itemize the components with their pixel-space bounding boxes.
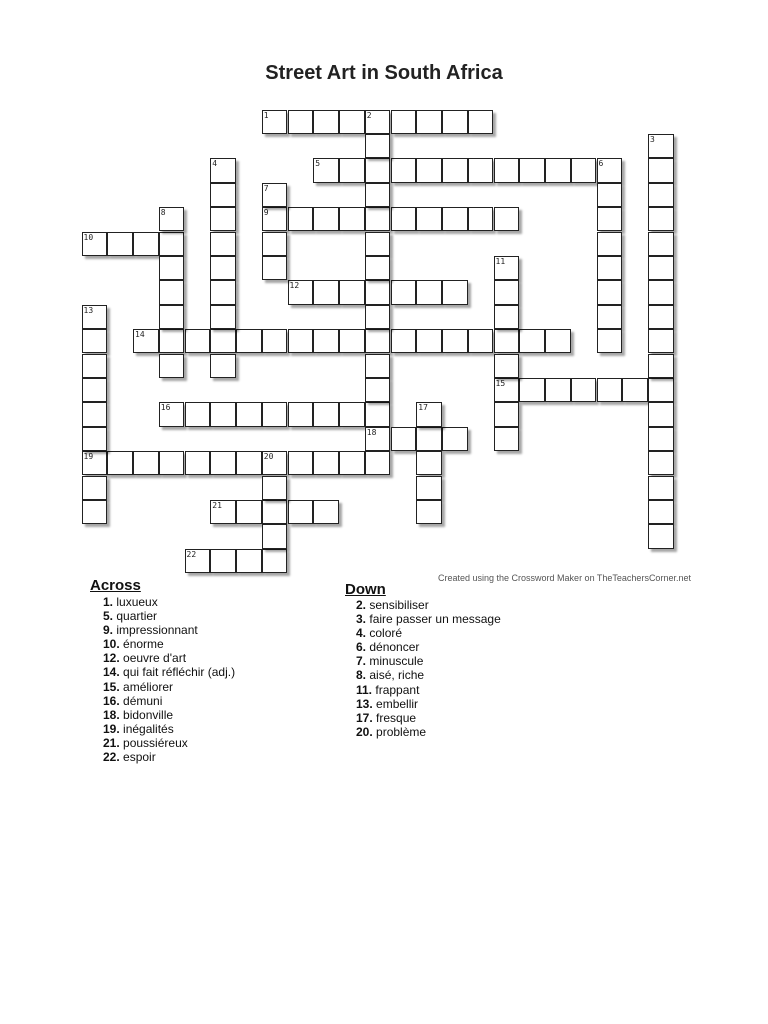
grid-cell[interactable] bbox=[391, 110, 417, 134]
grid-cell[interactable] bbox=[648, 427, 674, 451]
grid-cell[interactable] bbox=[133, 451, 159, 475]
grid-cell[interactable] bbox=[210, 158, 236, 182]
grid-cell[interactable] bbox=[365, 402, 391, 426]
grid-cell[interactable] bbox=[365, 134, 391, 158]
grid-cell[interactable] bbox=[313, 280, 339, 304]
clue-number: 19 bbox=[83, 452, 94, 462]
grid-cell[interactable] bbox=[210, 500, 236, 524]
grid-cell[interactable] bbox=[648, 402, 674, 426]
grid-cell[interactable] bbox=[416, 280, 442, 304]
grid-cell[interactable] bbox=[365, 280, 391, 304]
grid-cell[interactable] bbox=[210, 207, 236, 231]
across-clue: 12. oeuvre d'art bbox=[103, 651, 187, 666]
grid-cell[interactable] bbox=[313, 500, 339, 524]
grid-cell[interactable] bbox=[442, 427, 468, 451]
grid-cell[interactable] bbox=[494, 158, 520, 182]
across-clue: 10. énorme bbox=[103, 637, 164, 652]
down-clue: 13. embellir bbox=[356, 696, 419, 711]
grid-cell[interactable] bbox=[288, 329, 314, 353]
grid-cell[interactable] bbox=[365, 232, 391, 256]
grid-cell[interactable] bbox=[416, 402, 442, 426]
grid-cell[interactable] bbox=[82, 329, 108, 353]
grid-cell[interactable] bbox=[210, 183, 236, 207]
grid-cell[interactable] bbox=[519, 329, 545, 353]
grid-cell[interactable] bbox=[648, 207, 674, 231]
grid-cell[interactable] bbox=[648, 451, 674, 475]
grid-cell[interactable] bbox=[82, 476, 108, 500]
grid-cell[interactable] bbox=[210, 329, 236, 353]
grid-cell[interactable] bbox=[185, 329, 211, 353]
down-clue-list bbox=[356, 598, 501, 739]
grid-cell[interactable] bbox=[133, 232, 159, 256]
grid-cell[interactable] bbox=[262, 110, 288, 134]
grid-cell[interactable] bbox=[648, 476, 674, 500]
down-clue: 6. dénoncer bbox=[356, 640, 420, 655]
grid-cell[interactable] bbox=[262, 524, 288, 548]
grid-cell[interactable] bbox=[494, 280, 520, 304]
grid-cell[interactable] bbox=[210, 354, 236, 378]
grid-cell[interactable] bbox=[107, 451, 133, 475]
grid-cell[interactable] bbox=[82, 451, 108, 475]
across-clue-list bbox=[103, 595, 235, 764]
grid-cell[interactable] bbox=[365, 329, 391, 353]
across-clue: 19. inégalités bbox=[103, 721, 174, 736]
grid-cell[interactable] bbox=[236, 402, 262, 426]
clue-number: 10 bbox=[83, 232, 94, 242]
grid-cell[interactable] bbox=[365, 110, 391, 134]
grid-cell[interactable] bbox=[210, 280, 236, 304]
grid-cell[interactable] bbox=[597, 232, 623, 256]
grid-cell[interactable] bbox=[107, 232, 133, 256]
across-clue: 15. améliorer bbox=[103, 679, 174, 694]
grid-cell[interactable] bbox=[210, 256, 236, 280]
grid-cell[interactable] bbox=[236, 451, 262, 475]
grid-cell[interactable] bbox=[210, 451, 236, 475]
clue-number: 18 bbox=[366, 427, 377, 437]
grid-cell[interactable] bbox=[210, 549, 236, 573]
clue-number: 4 bbox=[212, 159, 218, 169]
grid-cell[interactable] bbox=[648, 134, 674, 158]
grid-cell[interactable] bbox=[597, 280, 623, 304]
clue-number: 15 bbox=[495, 378, 506, 388]
grid-cell[interactable] bbox=[159, 402, 185, 426]
grid-cell[interactable] bbox=[648, 354, 674, 378]
grid-cell[interactable] bbox=[442, 207, 468, 231]
grid-cell[interactable] bbox=[494, 402, 520, 426]
grid-cell[interactable] bbox=[597, 158, 623, 182]
clue-number: 14 bbox=[135, 330, 145, 340]
grid-cell[interactable] bbox=[494, 354, 520, 378]
clue-number: 11 bbox=[495, 256, 506, 266]
grid-cell[interactable] bbox=[597, 183, 623, 207]
grid-cell[interactable] bbox=[365, 158, 391, 182]
grid-cell[interactable] bbox=[82, 402, 108, 426]
grid-cell[interactable] bbox=[648, 524, 674, 548]
grid-cell[interactable] bbox=[82, 427, 108, 451]
grid-cell[interactable] bbox=[494, 378, 520, 402]
grid-cell[interactable] bbox=[262, 549, 288, 573]
grid-cell[interactable] bbox=[648, 232, 674, 256]
grid-cell[interactable] bbox=[339, 451, 365, 475]
grid-cell[interactable] bbox=[365, 305, 391, 329]
grid-cell[interactable] bbox=[468, 329, 494, 353]
grid-cell[interactable] bbox=[185, 451, 211, 475]
grid-cell[interactable] bbox=[442, 280, 468, 304]
grid-cell[interactable] bbox=[288, 207, 314, 231]
grid-cell[interactable] bbox=[365, 183, 391, 207]
grid-cell[interactable] bbox=[313, 402, 339, 426]
down-clue: 17. fresque bbox=[356, 710, 417, 725]
grid-cell[interactable] bbox=[339, 402, 365, 426]
grid-cell[interactable] bbox=[391, 158, 417, 182]
across-clue: 9. impressionnant bbox=[103, 623, 198, 638]
grid-cell[interactable] bbox=[494, 207, 520, 231]
grid-cell[interactable] bbox=[597, 256, 623, 280]
grid-cell[interactable] bbox=[365, 451, 391, 475]
grid-cell[interactable] bbox=[313, 451, 339, 475]
grid-cell[interactable] bbox=[416, 427, 442, 451]
grid-cell[interactable] bbox=[313, 110, 339, 134]
clue-number: 17 bbox=[418, 403, 428, 413]
grid-cell[interactable] bbox=[391, 329, 417, 353]
grid-cell[interactable] bbox=[494, 305, 520, 329]
down-heading: Down bbox=[345, 581, 386, 598]
page-title: Street Art in South Africa bbox=[265, 62, 503, 84]
grid-cell[interactable] bbox=[313, 158, 339, 182]
grid-cell[interactable] bbox=[82, 232, 108, 256]
across-clue: 22. espoir bbox=[103, 750, 156, 765]
down-clue: 7. minuscule bbox=[356, 654, 424, 669]
across-clue: 14. qui fait réfléchir (adj.) bbox=[103, 665, 236, 680]
clue-number: 3 bbox=[650, 134, 655, 144]
clue-number: 21 bbox=[212, 500, 222, 510]
grid-cell[interactable] bbox=[82, 305, 108, 329]
grid-cell[interactable] bbox=[519, 158, 545, 182]
grid-cell[interactable] bbox=[159, 354, 185, 378]
clue-number: 2 bbox=[366, 110, 372, 120]
grid-cell[interactable] bbox=[648, 280, 674, 304]
grid-cell[interactable] bbox=[391, 207, 417, 231]
grid-cell[interactable] bbox=[365, 378, 391, 402]
across-clue: 21. poussiéreux bbox=[103, 735, 188, 750]
grid-cell[interactable] bbox=[545, 329, 571, 353]
grid-cell[interactable] bbox=[571, 158, 597, 182]
grid-cell[interactable] bbox=[262, 207, 288, 231]
grid-cell[interactable] bbox=[545, 378, 571, 402]
grid-cell[interactable] bbox=[210, 305, 236, 329]
across-clue: 1. luxueux bbox=[103, 595, 158, 609]
grid-cell[interactable] bbox=[416, 207, 442, 231]
grid-cell[interactable] bbox=[648, 500, 674, 524]
grid-cell[interactable] bbox=[519, 378, 545, 402]
grid-cell[interactable] bbox=[82, 500, 108, 524]
grid-cell[interactable] bbox=[597, 378, 623, 402]
grid-cell[interactable] bbox=[442, 158, 468, 182]
across-heading: Across bbox=[90, 577, 141, 594]
grid-cell[interactable] bbox=[416, 476, 442, 500]
clue-number: 1 bbox=[263, 110, 269, 120]
grid-cell[interactable] bbox=[545, 158, 571, 182]
grid-cell[interactable] bbox=[262, 500, 288, 524]
down-clue: 3. faire passer un message bbox=[356, 612, 501, 627]
grid-cell[interactable] bbox=[262, 476, 288, 500]
grid-cell[interactable] bbox=[416, 110, 442, 134]
clue-number: 12 bbox=[289, 281, 300, 291]
grid-cell[interactable] bbox=[159, 232, 185, 256]
grid-cell[interactable] bbox=[648, 183, 674, 207]
clue-number: 7 bbox=[263, 183, 269, 193]
down-clue: 11. frappant bbox=[356, 682, 420, 697]
grid-cell[interactable] bbox=[365, 256, 391, 280]
grid-cell[interactable] bbox=[648, 305, 674, 329]
grid-cell[interactable] bbox=[648, 378, 674, 402]
grid-cell[interactable] bbox=[416, 500, 442, 524]
grid-cell[interactable] bbox=[262, 329, 288, 353]
grid-cell[interactable] bbox=[159, 451, 185, 475]
grid-cell[interactable] bbox=[262, 451, 288, 475]
clue-number: 9 bbox=[263, 208, 269, 218]
across-clue: 18. bidonville bbox=[103, 707, 174, 722]
grid-cell[interactable] bbox=[159, 329, 185, 353]
grid-cell[interactable] bbox=[159, 207, 185, 231]
clue-number: 22 bbox=[186, 549, 197, 559]
grid-cell[interactable] bbox=[210, 402, 236, 426]
grid-cell[interactable] bbox=[288, 402, 314, 426]
grid-cell[interactable] bbox=[648, 329, 674, 353]
clue-number: 6 bbox=[598, 159, 604, 169]
down-clue: 8. aisé, riche bbox=[356, 668, 425, 683]
grid-cell[interactable] bbox=[288, 451, 314, 475]
grid-cell[interactable] bbox=[262, 183, 288, 207]
grid-cell[interactable] bbox=[339, 207, 365, 231]
grid-cell[interactable] bbox=[262, 402, 288, 426]
grid-cell[interactable] bbox=[494, 329, 520, 353]
grid-cell[interactable] bbox=[236, 549, 262, 573]
grid-cell[interactable] bbox=[262, 256, 288, 280]
grid-cell[interactable] bbox=[339, 280, 365, 304]
grid-cell[interactable] bbox=[571, 378, 597, 402]
grid-cell[interactable] bbox=[288, 110, 314, 134]
grid-cell[interactable] bbox=[597, 305, 623, 329]
grid-cell[interactable] bbox=[391, 427, 417, 451]
grid-cell[interactable] bbox=[82, 378, 108, 402]
grid-cell[interactable] bbox=[597, 207, 623, 231]
clue-number: 16 bbox=[160, 403, 171, 413]
grid-cell[interactable] bbox=[365, 427, 391, 451]
grid-cell[interactable] bbox=[468, 158, 494, 182]
grid-cell[interactable] bbox=[648, 256, 674, 280]
grid-cell[interactable] bbox=[622, 378, 648, 402]
grid-cell[interactable] bbox=[288, 500, 314, 524]
across-clue: 5. quartier bbox=[103, 609, 158, 624]
grid-cell[interactable] bbox=[494, 427, 520, 451]
grid-cell[interactable] bbox=[648, 158, 674, 182]
clue-number: 5 bbox=[315, 159, 321, 169]
clue-number: 8 bbox=[160, 208, 166, 218]
grid-cell[interactable] bbox=[442, 329, 468, 353]
down-clue: 4. coloré bbox=[356, 626, 403, 641]
grid-cell[interactable] bbox=[339, 329, 365, 353]
grid-cell[interactable] bbox=[416, 451, 442, 475]
grid-cell[interactable] bbox=[262, 232, 288, 256]
grid-cell[interactable] bbox=[442, 110, 468, 134]
grid-cell[interactable] bbox=[82, 354, 108, 378]
grid-cell[interactable] bbox=[365, 207, 391, 231]
grid-cell[interactable] bbox=[597, 329, 623, 353]
grid-cell[interactable] bbox=[494, 256, 520, 280]
grid-cell[interactable] bbox=[185, 402, 211, 426]
grid-cell[interactable] bbox=[416, 158, 442, 182]
grid-cell[interactable] bbox=[468, 110, 494, 134]
clue-number: 20 bbox=[263, 452, 274, 462]
grid-cell[interactable] bbox=[236, 329, 262, 353]
grid-cell[interactable] bbox=[159, 280, 185, 304]
across-clue: 16. démuni bbox=[103, 693, 163, 708]
grid-cell[interactable] bbox=[185, 549, 211, 573]
down-clue: 2. sensibiliser bbox=[356, 598, 429, 612]
grid-cell[interactable] bbox=[236, 500, 262, 524]
grid-cell[interactable] bbox=[313, 207, 339, 231]
grid-cell[interactable] bbox=[159, 305, 185, 329]
grid-cell[interactable] bbox=[133, 329, 159, 353]
down-clue: 20. problème bbox=[356, 724, 427, 739]
grid-cell[interactable] bbox=[210, 232, 236, 256]
grid-cell[interactable] bbox=[468, 207, 494, 231]
grid-cell[interactable] bbox=[159, 256, 185, 280]
grid-cell[interactable] bbox=[339, 110, 365, 134]
grid-cell[interactable] bbox=[339, 158, 365, 182]
grid-cell[interactable] bbox=[313, 329, 339, 353]
grid-cell[interactable] bbox=[365, 354, 391, 378]
grid-cell[interactable] bbox=[416, 329, 442, 353]
credit-line: Created using the Crossword Maker on TheTeachersCorner.net bbox=[438, 573, 691, 583]
grid-cell[interactable] bbox=[288, 280, 314, 304]
grid-cell[interactable] bbox=[391, 280, 417, 304]
clue-number: 13 bbox=[83, 305, 94, 315]
